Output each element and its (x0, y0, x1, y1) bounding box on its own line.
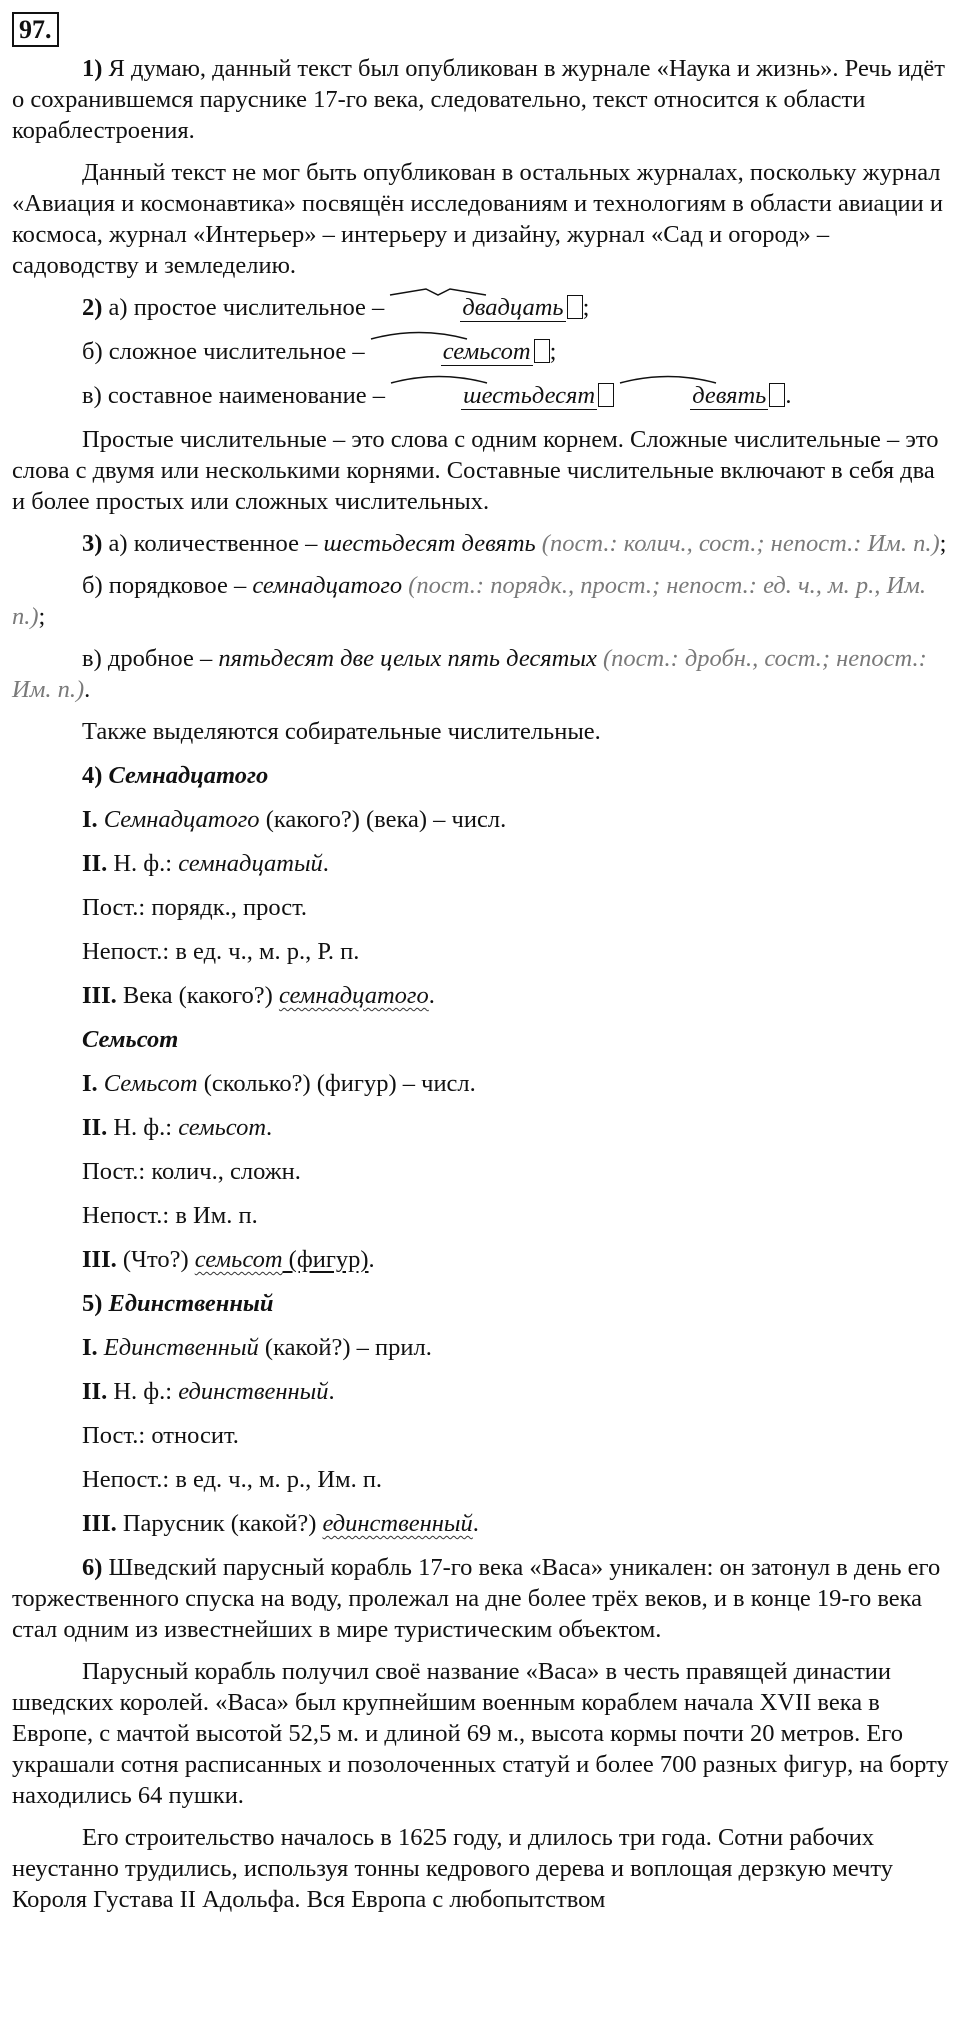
task4-w1-post: Пост.: порядк., прост. (82, 894, 308, 921)
task5-heading (12, 1288, 952, 1319)
step-i-label: I. (82, 1070, 98, 1097)
task4-w1-ii-text: Н. ф.: (107, 850, 179, 877)
task5-ii-text: Н. ф.: (107, 1378, 179, 1405)
ending-box-icon (567, 295, 583, 319)
task4-w1-i-word: Семнадцатого (103, 806, 260, 833)
ending-box-icon (598, 383, 614, 407)
task4-w1-step-iii (12, 980, 952, 1011)
task2-c-end: . (785, 382, 792, 409)
task5-step-i (12, 1332, 952, 1363)
morpheme-word-shestdesyat (391, 380, 597, 411)
task4-label: 4) (82, 762, 103, 789)
task2-b-end: ; (549, 338, 557, 365)
task4-w1-i-rest: (какого?) (века) – числ. (259, 806, 507, 833)
task4-w2-iii-rest: (фигур) (282, 1246, 369, 1273)
task3-c-word: пятьдесят две целых пять десятых (218, 645, 597, 672)
task1-text-1: Я думаю, данный текст был опубликован в журнале «Наука и жизнь». Речь идёт о сохранившемся паруснике 17-го века, следовательно, текст относится к области кораблестроения. (12, 55, 946, 144)
task3-c-text: в) дробное – (82, 645, 219, 672)
task4-w2-ii-end: . (266, 1114, 273, 1141)
task5-i-rest: (какой?) – прил. (258, 1334, 432, 1361)
task2-c-word1: шестьдесят (463, 382, 596, 409)
step-iii-label: III. (82, 1246, 117, 1273)
task3-a-end: ; (939, 530, 947, 557)
task1-paragraph-2: Данный текст не мог быть опубликован в остальных журналах, поскольку журнал «Авиация и космонавтика» посвящён исследованиям и технологиям в области авиации и космоса, журнал «Интерьер» – интерьеру и дизайну, журнал «Сад и огород» – садоводству и земледелию. (12, 159, 943, 279)
task4-w1-step-ii (12, 848, 952, 879)
task4-w2-ii-text: Н. ф.: (107, 1114, 179, 1141)
task5-i-word: Единственный (103, 1334, 259, 1361)
task3-line-b (12, 570, 952, 632)
task3-c-note: (пост.: дробн., сост.; непост.: Им. п.) (12, 645, 927, 703)
ending-box-icon (534, 339, 550, 363)
step-i-label: I. (82, 1334, 98, 1361)
task4-w2-i-word: Семьсот (103, 1070, 198, 1097)
task5-iii-word: единственный (322, 1510, 473, 1537)
step-iii-label: III. (82, 1510, 117, 1537)
task4-w2-i-rest: (сколько?) (фигур) – числ. (197, 1070, 476, 1097)
task5-step-ii (12, 1376, 952, 1407)
task4-w2-step-ii (12, 1112, 952, 1143)
step-ii-label: II. (82, 850, 108, 877)
task4-w2-ii-word: семьсот (178, 1114, 267, 1141)
task2-explanation: Простые числительные – это слова с одним корнем. Сложные числительные – это слова с двумя или несколькими корнями. Составные числительные включают в себя два и более простых или сложных числительных. (12, 426, 939, 515)
step-ii-label: II. (82, 1114, 108, 1141)
task5-ii-word: единственный (178, 1378, 329, 1405)
task2-b-word: семьсот (442, 338, 531, 365)
root-arc-icon (389, 374, 489, 384)
task6-text-1: Шведский парусный корабль 17-го века «Васа» уникален: он затонул в день его торжественного спуска на воду, пролежал на дне более трёх веков, и в конце 19-го века стал одним из известнейших в мире туристическим объектом. (12, 1554, 941, 1643)
task5-title: Единственный (108, 1290, 274, 1317)
task3-line-c (12, 643, 952, 705)
task6-paragraph-1 (12, 1552, 952, 1645)
task1-label: 1) (82, 55, 103, 82)
task4-w1-title: Семнадцатого (108, 762, 269, 789)
task3-a-note: (пост.: колич., сост.; непост.: Им. п.) (541, 530, 940, 557)
task4-w1-iii-word: семнадцатого (278, 982, 429, 1009)
task4-w1-ii-word: семнадцатый (178, 850, 323, 877)
task6-paragraph-2: Парусный корабль получил своё название «Васа» в честь правящей династии шведских королей. «Васа» был крупнейшим военным кораблем начала XVII века в Европе, с мачтой высотой 52,5 м. и длиной 69 м., высота кормы почти 20 метров. Его украшали сотня расписанных и позолоченных статуй и более 700 разных фигур, на борту находились 64 пушки. (12, 1658, 949, 1809)
task5-nepost: Непост.: в ед. ч., м. р., Им. п. (82, 1466, 383, 1493)
task2-line-b (12, 336, 952, 367)
task4-w2-iii-end: . (368, 1246, 375, 1273)
task6-paragraph-3: Его строительство началось в 1625 году, и длилось три года. Сотни рабочих неустанно трудились, используя тонны кедрового дерева и воплощая дерзкую мечту Короля Густава II Адольфа. Вся Европа с любопытством (12, 1824, 894, 1913)
task4-w2-title: Семьсот (82, 1026, 179, 1053)
task2-b-text: б) сложное числительное – (82, 338, 371, 365)
task2-a-word: двадцать (462, 294, 564, 321)
root-arc-icon (618, 374, 718, 384)
task4-w1-ii-end: . (322, 850, 329, 877)
ending-box-icon (769, 383, 785, 407)
step-iii-label: III. (82, 982, 117, 1009)
root-arc-icon (388, 286, 488, 296)
task3-a-text: а) количественное – (108, 530, 324, 557)
task2-line-a (12, 292, 952, 323)
task2-a-end: ; (582, 294, 590, 321)
task2-c-text: в) составное наименование – (82, 382, 392, 409)
task4-w1-step-i (12, 804, 952, 835)
task2-c-word2: девять (692, 382, 767, 409)
task4-w2-post: Пост.: колич., сложн. (82, 1158, 301, 1185)
task4-w2-step-i (12, 1068, 952, 1099)
task5-iii-text: Парусник (какой?) (116, 1510, 323, 1537)
page (12, 8, 952, 1926)
morpheme-word-devyat (620, 380, 768, 411)
task3-b-end: ; (38, 603, 46, 630)
task3-b-word: семнадцатого (252, 572, 403, 599)
task3-line-a (12, 528, 952, 559)
task4-w1-iii-text: Века (какого?) (116, 982, 279, 1009)
task3-b-text: б) порядковое – (82, 572, 253, 599)
task4-w2-iii-word: семьсот (194, 1246, 283, 1273)
task3-label: 3) (82, 530, 103, 557)
task5-ii-end: . (328, 1378, 335, 1405)
task4-w1-nepost: Непост.: в ед. ч., м. р., Р. п. (82, 938, 360, 965)
exercise-number: 97. (12, 12, 59, 47)
task6-label: 6) (82, 1554, 103, 1581)
task3-b-note: (пост.: порядк., прост.; непост.: ед. ч., м. р., Им. п.) (12, 572, 927, 630)
task1-paragraph-1 (12, 53, 952, 146)
task2-a-text: а) простое числительное – (108, 294, 391, 321)
task4-w2-iii-text: (Что?) (116, 1246, 195, 1273)
task5-step-iii (12, 1508, 952, 1539)
task4-w2-nepost: Непост.: в Им. п. (82, 1202, 258, 1229)
task3-extra: Также выделяются собирательные числительные. (82, 718, 601, 745)
morpheme-word-semsot (371, 336, 533, 367)
step-ii-label: II. (82, 1378, 108, 1405)
step-i-label: I. (82, 806, 98, 833)
task3-a-word: шестьдесят девять (323, 530, 536, 557)
task5-iii-end: . (472, 1510, 479, 1537)
task2-line-c (12, 380, 952, 411)
task3-c-end: . (84, 676, 91, 703)
task5-post: Пост.: относит. (82, 1422, 239, 1449)
task4-w2-step-iii (12, 1244, 952, 1275)
task4-w2-heading (12, 1024, 952, 1055)
root-arc-icon (369, 330, 469, 340)
task4-heading (12, 760, 952, 791)
task5-label: 5) (82, 1290, 103, 1317)
morpheme-word-dvadtsat (390, 292, 565, 323)
task4-w1-iii-end: . (428, 982, 435, 1009)
task2-label: 2) (82, 294, 103, 321)
